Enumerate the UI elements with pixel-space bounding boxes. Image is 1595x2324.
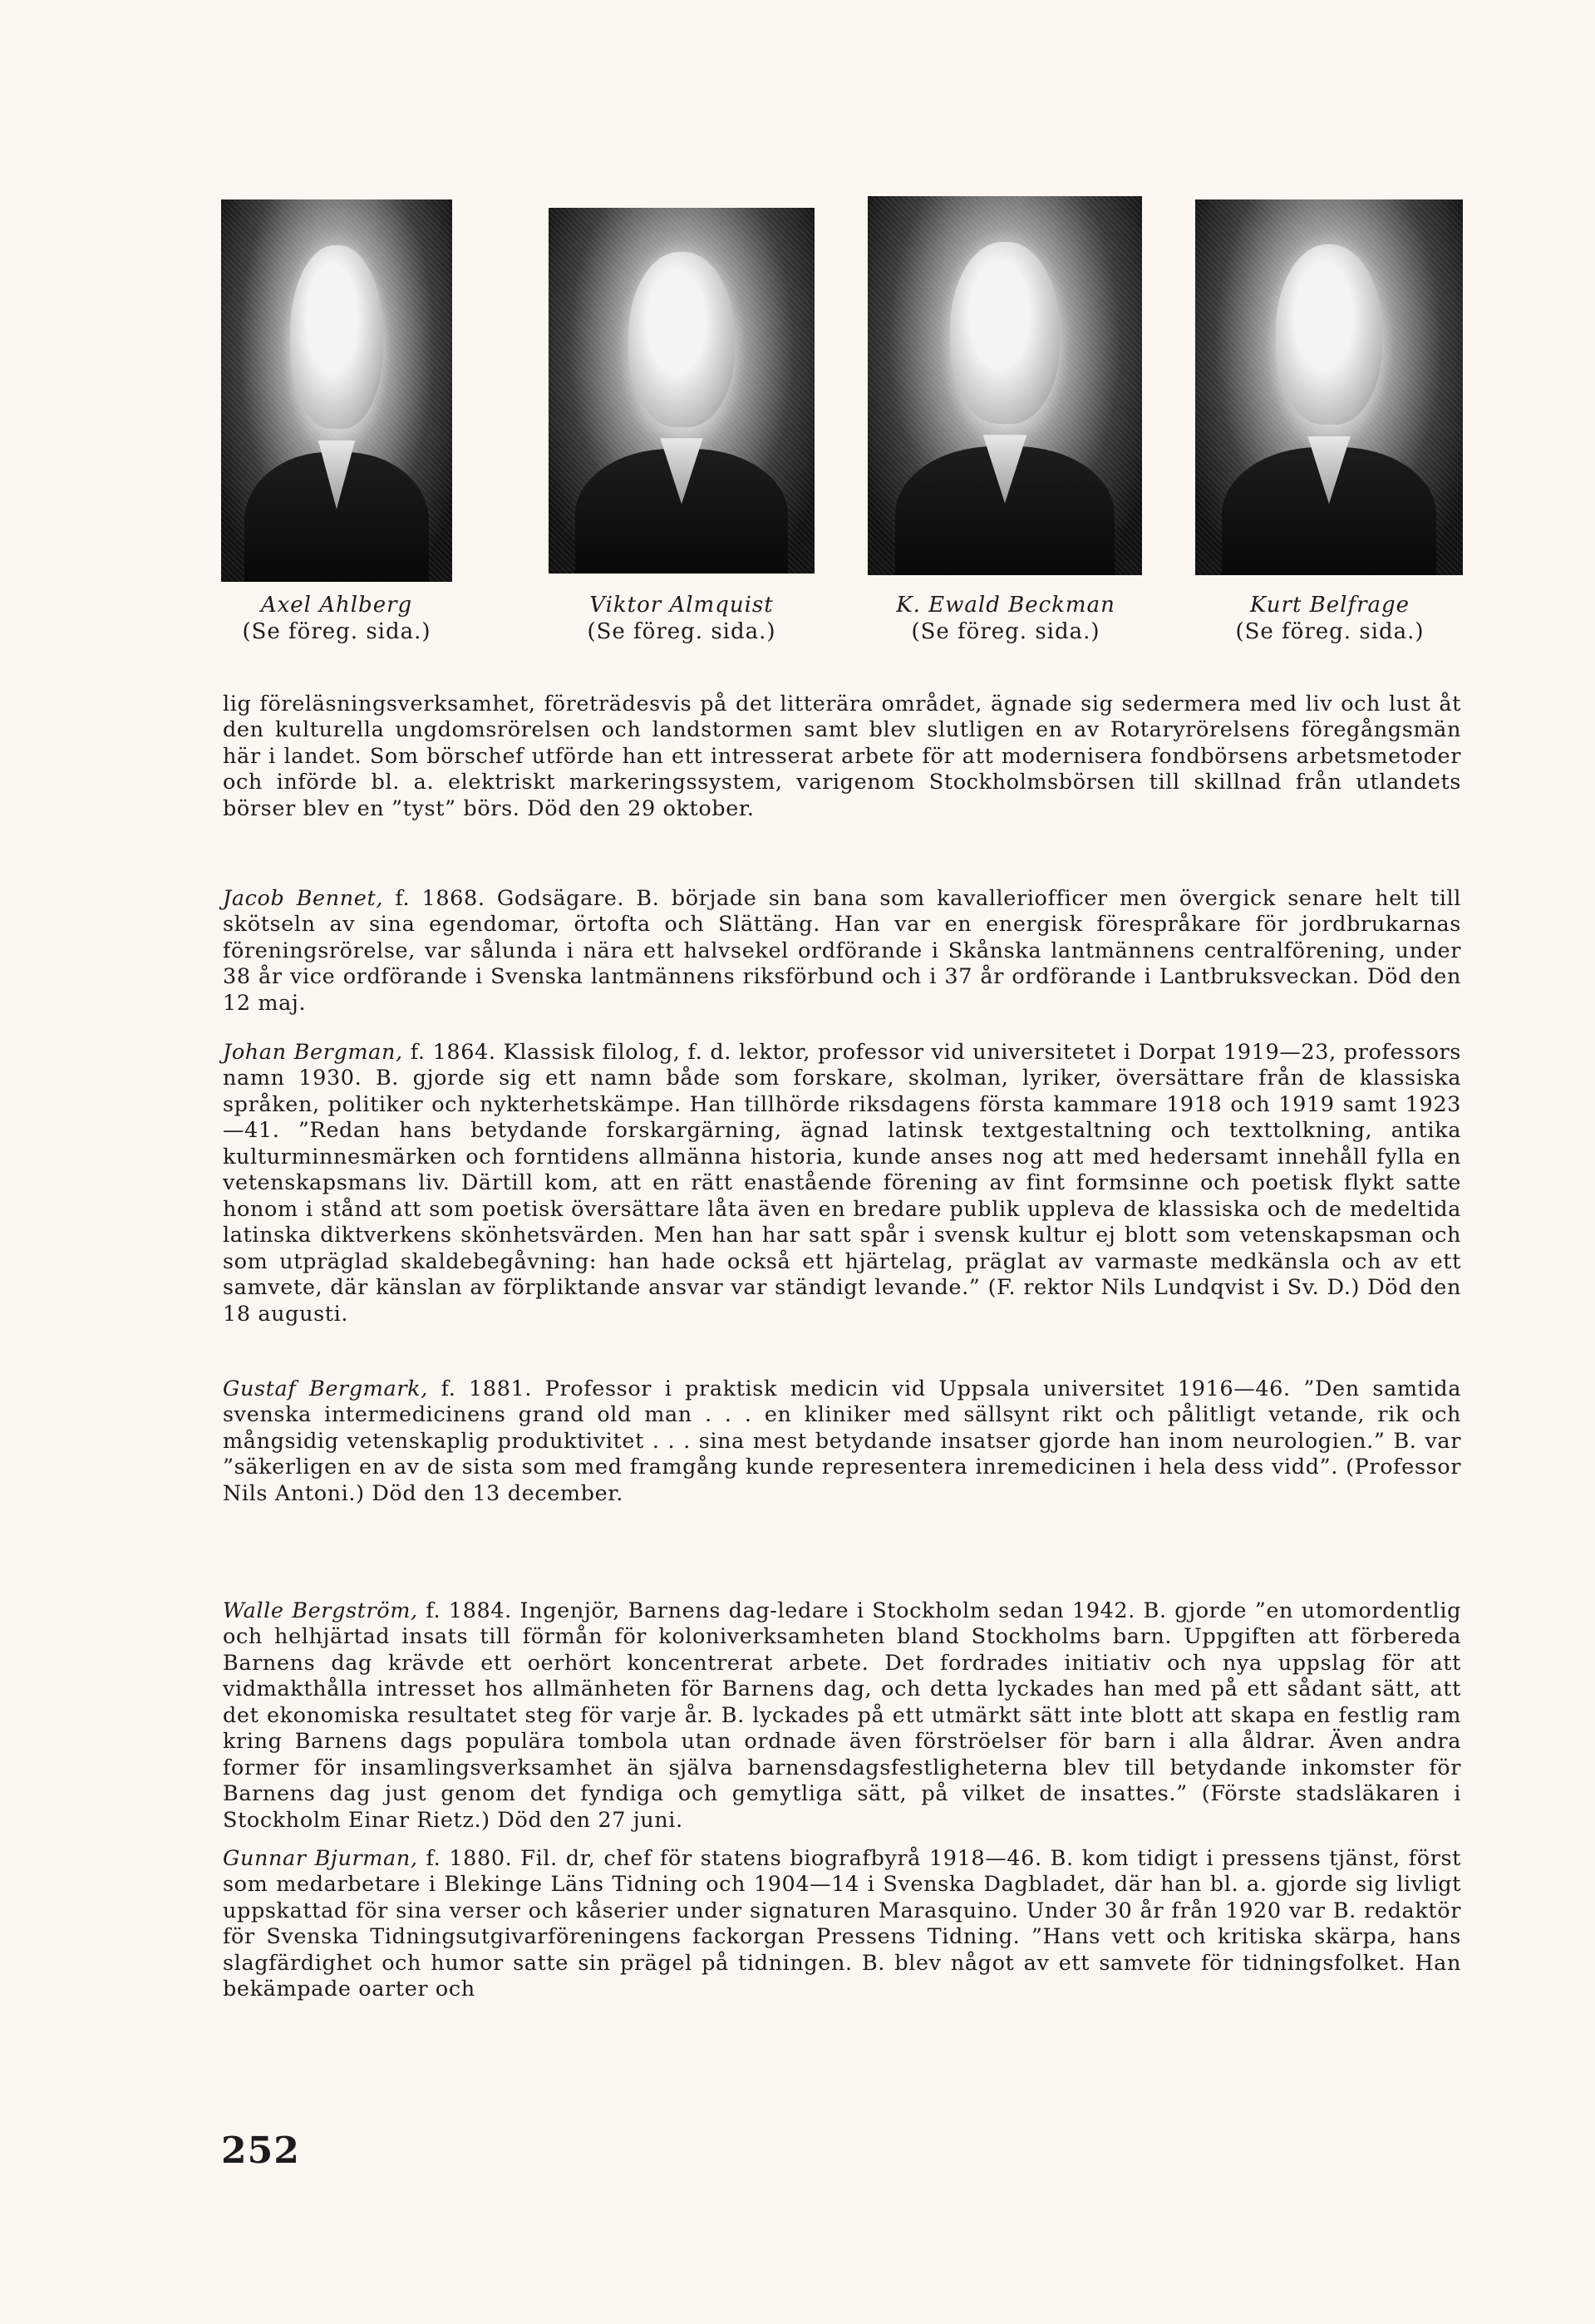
paragraph-body: f. 1880. Fil. dr, chef för statens biografbyrå 1918—46. B. kom tidigt i pressens tjänst, först som medarbetare i Blekinge Läns Tidning och 1904—14 i Svenska Dagbladet, där han bl. a. gjorde sig livligt uppskattad för sina verser och kåserier under signaturen Marasquino. Under 30 år från 1920 var B. redaktör för Svenska Tidningsutgivarföreningens fackorgan Pressens Tidning. ”Hans vett och kritiska skärpa, hans slagfärdighet och humor satte sin prägel på tidningen. B. blev något av ett samvete för tidningsfolket. Han bekämpade oarter och <box>223 1845 1461 2001</box>
obituary-paragraph <box>223 692 1461 823</box>
portrait-photo-beckman <box>868 196 1142 575</box>
person-name: Johan Bergman, <box>223 1039 403 1065</box>
portrait-reference: (Se föreg. sida.) <box>242 619 431 644</box>
portrait-photo-ahlberg <box>221 199 452 582</box>
portrait-reference: (Se föreg. sida.) <box>911 619 1100 644</box>
person-name: Jacob Bennet, <box>223 885 384 911</box>
portrait-caption <box>532 592 831 645</box>
obituary-paragraph <box>223 1846 1461 2003</box>
portrait-photo-almquist <box>549 208 815 574</box>
obituary-paragraph <box>223 1040 1461 1328</box>
obituary-paragraph <box>223 886 1461 1017</box>
obituary-paragraph <box>223 1376 1461 1508</box>
person-name: Gustaf Bergmark, <box>223 1376 428 1401</box>
person-name: Gunnar Bjurman, <box>223 1845 418 1871</box>
portrait-name: K. Ewald Beckman <box>896 593 1115 618</box>
portrait-caption <box>1180 592 1479 645</box>
portrait-photo-belfrage <box>1195 199 1463 575</box>
obituary-paragraph <box>223 1598 1461 1834</box>
paragraph-body: lig föreläsningsverksamhet, företrädesvis på det litterära området, ägnade sig sedermera med liv och lust åt den kulturella ungdomsrörelsen och landstormen samt blev slutligen en av Rotaryrörelsens föregångsmän här i landet. Som börschef utförde han ett intresserat arbete för att modernisera fondbörsens arbetsmetoder och införde bl. a. elektriskt markeringssystem, varigenom Stockholmsbörsen till skillnad från utlandets börser blev en ”tyst” börs. Död den 29 oktober. <box>223 691 1461 821</box>
portrait-reference: (Se föreg. sida.) <box>587 619 776 644</box>
portrait-reference: (Se föreg. sida.) <box>1235 619 1425 644</box>
portrait-name: Kurt Belfrage <box>1249 593 1410 618</box>
portrait-caption <box>856 592 1155 645</box>
person-name: Walle Bergström, <box>223 1598 418 1623</box>
page-number: 252 <box>221 2130 300 2172</box>
paragraph-body: f. 1884. Ingenjör, Barnens dag-ledare i Stockholm sedan 1942. B. gjorde ”en utomordentlig och helhjärtad insats till förmån för koloniverksamheten bland Stockholms barn. Uppgiften att förbereda Barnens dag krävde ett oerhört koncentrerat arbete. Det fordrades initiativ och nya uppslag för att vidmakthålla intresset hos allmänheten för Barnens dag, och detta lyckades han med på ett sådant sätt, att det ekonomiska resultatet steg för varje år. B. lyckades på ett utmärkt sätt inte blott att skapa en festlig ram kring Barnens dags populära tombola utan ordnade även förströelser för barn i alla åldrar. Även andra former för insamlingsverksamhet än själva barnensdagsfestligheterna blev till betydande inkomster för Barnens dag just genom det fyndiga och gemytliga sätt, på vilket de insattes.” (Förste stadsläkaren i Stockholm Einar Rietz.) Död den 27 juni. <box>223 1598 1461 1833</box>
paragraph-body: f. 1868. Godsägare. B. började sin bana som kavalleriofficer men övergick senare helt till skötseln av sina egendomar, örtofta och Slättäng. Han var en energisk förespråkare för jordbrukarnas föreningsrörelse, var sålunda i nära ett halvsekel ordförande i Skånska lantmännens centralförening, under 38 år vice ordförande i Svenska lantmännens riksförbund och i 37 år ordförande i Lantbruksveckan. Död den 12 maj. <box>223 885 1461 1016</box>
paragraph-body: f. 1864. Klassisk filolog, f. d. lektor, professor vid universitetet i Dorpat 1919—23, professors namn 1930. B. gjorde sig ett namn både som forskare, skolman, lyriker, översättare från de klassiska språken, politiker och nykterhetskämpe. Han tillhörde riksdagens första kammare 1918 och 1919 samt 1923—41. ”Redan hans betydande forskargärning, ägnad latinsk textgestaltning och texttolkning, antika kulturminnesmärken och forntidens allmänna historia, kunde anses nog att med hedersamt innehåll fylla en vetenskapsmans liv. Därtill kom, att en rätt enastående förening av fint formsinne och poetisk flykt satte honom i stånd att som poetisk översättare låta även en bredare publik uppleva de klassiska och de medeltida latinska diktverkens skönhetsvärden. Men han har satt spår i svensk kultur ej blott som vetenskapsman och som utpräglad skaldebegåvning: han hade också ett hjärtelag, präglat av varmaste medkänsla och av ett samvete, där känslan av förpliktande ansvar var ständigt levande.” (F. rektor Nils Lundqvist i Sv. D.) Död den 18 augusti. <box>223 1039 1461 1327</box>
paragraph-body: f. 1881. Professor i praktisk medicin vid Uppsala universitet 1916—46. ”Den samtida svenska intermedicinens grand old man . . . en kliniker med sällsynt rikt och pålitligt vetande, rik och mångsidig vetenskaplig produktivitet . . . sina mest betydande insatser gjorde han inom neurologien.” B. var ”säkerligen en av de sista som med framgång kunde representera inremedicinen i hela dess vidd”. (Professor Nils Antoni.) Död den 13 december. <box>223 1376 1461 1506</box>
portrait-name: Axel Ahlberg <box>260 593 413 618</box>
portrait-caption <box>187 592 486 645</box>
portrait-name: Viktor Almquist <box>589 593 774 618</box>
